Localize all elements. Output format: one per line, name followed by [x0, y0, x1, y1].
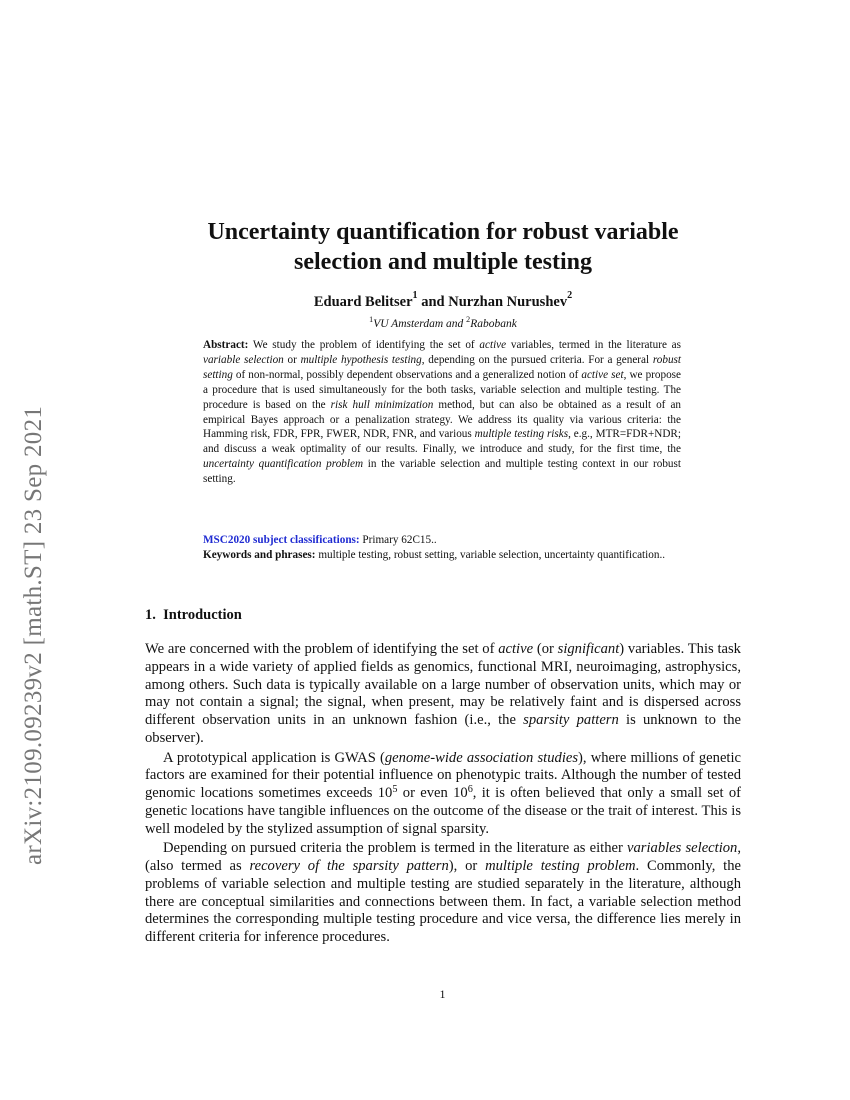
- msc-value: Primary 62C15..: [359, 534, 437, 546]
- author-list: [120, 290, 766, 311]
- paragraph-emphasis: multiple testing problem: [485, 858, 636, 874]
- abstract-text: , we propose a procedure that is used simultaneously for the both tasks, variable selection and multiple testing. The procedure is based on the: [203, 368, 682, 411]
- abstract-emphasis: multiple hypothesis testing: [300, 353, 422, 366]
- abstract-text: or: [283, 353, 301, 366]
- body-text: [145, 641, 741, 947]
- abstract-text: variables, termed in the literature as: [506, 339, 681, 351]
- abstract-text: of non-normal, possibly dependent observations and a generalized notion of: [232, 368, 582, 381]
- author-name: Nurzhan Nurushev: [448, 294, 568, 310]
- author-conjunction: and: [421, 294, 445, 310]
- paper-title-line-1: Uncertainty quantification for robust variable: [207, 219, 679, 245]
- abstract-text: in the variable selection and multiple testing context in our robust setting.: [203, 458, 681, 486]
- abstract: [203, 338, 681, 487]
- paragraph-text: A prototypical application is GWAS (: [163, 749, 385, 766]
- paragraph: [145, 840, 741, 947]
- affiliation-name: VU Amsterdam: [373, 318, 444, 330]
- paragraph-text: Depending on pursued criteria the problem is termed in the literature as either: [163, 840, 628, 857]
- paragraph-text: We are concerned with the problem of identifying the set of: [145, 641, 499, 657]
- paragraph-text: (or: [533, 641, 558, 657]
- abstract-emphasis: active: [479, 339, 507, 351]
- paragraph-text: . Commonly, the problems of variable selection and multiple testing are studied separately in the literature, although there are conceptual similarities and connections between them. In fact, a variable selection method determines the corresponding multiple testing procedure and vice versa, the difference lies merely in different criteria for inference procedures.: [145, 858, 742, 945]
- paragraph-text: or even 10: [397, 785, 468, 801]
- affiliation-name: Rabobank: [470, 318, 517, 330]
- paragraph-text: , it is often believed that only a small set of genetic locations have tangible influences on the outcome of the disease or the trait of interest. This is well modeled by the stylized assumption of signal sparsity.: [145, 785, 742, 837]
- affiliation-conjunction: and: [446, 318, 464, 330]
- section-number: 1.: [145, 607, 156, 623]
- abstract-emphasis: risk hull minimization: [330, 398, 434, 411]
- keywords: [203, 548, 681, 563]
- abstract-text: method, but can also be obtained as a result of an empirical Bayes approach or a penalization strategy. We address its quality via various criteria: the Hamming risk, FDR, FPR, FWER, NDR, FNR, and various: [203, 398, 681, 441]
- abstract-emphasis: multiple testing risks: [474, 428, 569, 441]
- paragraph-emphasis: variables selection: [627, 840, 738, 857]
- paragraph-text: ), where millions of genetic factors are examined for their potential influence on phenotypic traits. Although the number of tested genomic locations sometimes exceeds 10: [145, 749, 742, 801]
- affiliation-marker: 2: [567, 290, 573, 302]
- arxiv-identifier: arXiv:2109.09239v2 [math.ST] 23 Sep 2021: [20, 405, 47, 865]
- affiliations: [120, 315, 766, 330]
- keywords-value: multiple testing, robust setting, variable selection, uncertainty quantification..: [315, 549, 666, 561]
- paragraph-text: , (also termed as: [145, 840, 742, 874]
- abstract-text: We study the problem of identifying the set of: [248, 339, 480, 351]
- author-name: Eduard Belitser: [313, 294, 413, 310]
- abstract-label: Abstract:: [203, 339, 249, 351]
- abstract-emphasis: robust setting: [203, 353, 682, 381]
- paragraph-emphasis: significant: [557, 641, 620, 657]
- exponent: 5: [392, 784, 398, 796]
- paragraph: [145, 641, 741, 748]
- msc-classification: [203, 533, 681, 548]
- paragraph-emphasis: active: [498, 641, 534, 657]
- paragraph-emphasis: sparsity pattern: [523, 712, 619, 728]
- page-number: 1: [439, 987, 446, 1001]
- exponent: 6: [467, 784, 473, 796]
- keywords-label: Keywords and phrases:: [203, 549, 316, 561]
- msc-label-link[interactable]: MSC2020 subject classifications:: [203, 534, 360, 546]
- paragraph-text: ) variables. This task appears in a wide variety of applied fields as genomics, functional MRI, neuroimaging, astrophysics, among others. Such data is typically available on a large number of observation units, which may or may not contain a signal; the signal, when present, may be relatively faint and is dispersed across different observation units in an unknown fashion (i.e., the: [145, 641, 741, 728]
- paragraph-emphasis: genome-wide association studies: [384, 749, 579, 766]
- abstract-text: , depending on the pursued criteria. For a general: [421, 353, 653, 366]
- abstract-emphasis: active set: [581, 368, 624, 381]
- affiliation-marker: 1: [412, 290, 418, 302]
- abstract-emphasis: variable selection: [203, 353, 284, 366]
- paragraph-text: ), or: [448, 858, 486, 874]
- paper-title: [120, 217, 766, 277]
- paragraph-emphasis: recovery of the sparsity pattern: [249, 858, 449, 874]
- abstract-text: , e.g., MTR=FDR+NDR; and discuss a weak optimality of our results. Finally, we introduce and study, for the first time, the: [203, 428, 681, 456]
- section-title: Introduction: [163, 607, 242, 623]
- paragraph-text: is unknown to the observer).: [145, 712, 741, 746]
- section-heading: [145, 607, 242, 624]
- affiliation-marker: 2: [466, 315, 471, 325]
- abstract-emphasis: uncertainty quantification problem: [203, 458, 364, 471]
- paper-title-line-2: selection and multiple testing: [294, 249, 592, 275]
- affiliation-marker: 1: [369, 315, 374, 325]
- paragraph: [145, 750, 741, 839]
